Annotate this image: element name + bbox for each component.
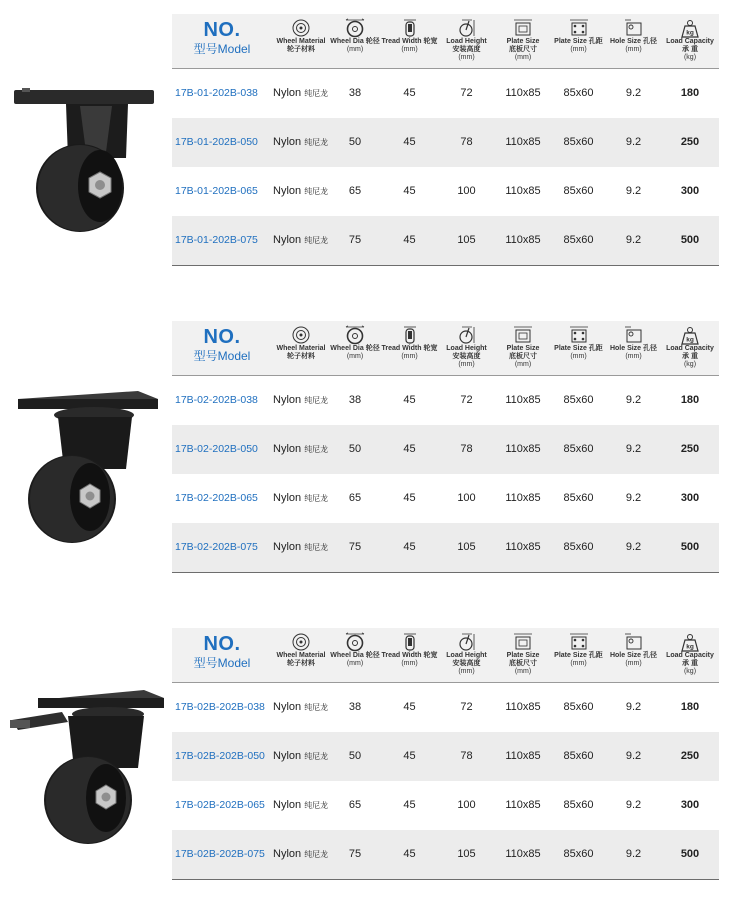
spec-table <box>172 321 719 573</box>
header-plate-size <box>495 321 551 375</box>
header-hole-spacing-label: Plate Size 孔距 <box>554 345 603 352</box>
wheel-dia-icon <box>344 632 366 652</box>
cell-material-en: Nylon <box>273 799 302 811</box>
cell-material-en: Nylon <box>273 492 302 504</box>
header-wheel-material-cn: 轮子材料 <box>287 353 315 360</box>
cell-tread-width: 45 <box>403 541 416 553</box>
cell-tread-width: 45 <box>403 492 416 504</box>
wheel-dia-icon <box>344 18 366 38</box>
cell-tread-width: 45 <box>403 87 416 99</box>
cell-wheel-dia: 75 <box>348 234 362 246</box>
header-model-label: 型号Model <box>193 656 251 670</box>
cell-wheel-dia: 50 <box>348 443 362 455</box>
load-height-icon <box>456 18 478 38</box>
cell-model: 17B-02B-202B-050 <box>175 750 265 762</box>
cell-material-cn: 纯尼龙 <box>304 187 329 196</box>
header-hole-size <box>606 628 661 682</box>
header-wheel-material <box>273 14 329 68</box>
table-header <box>172 628 719 683</box>
header-hole-size-unit: (mm) <box>625 353 642 360</box>
cell-model: 17B-02B-202B-038 <box>175 701 265 713</box>
table-row <box>172 474 719 523</box>
header-load-capacity-label: Load Capacity <box>666 652 714 659</box>
header-tread-width-unit: (mm) <box>401 46 418 53</box>
cell-wheel-dia: 65 <box>348 799 362 811</box>
weight-icon <box>679 18 701 38</box>
cell-material-cn: 纯尼龙 <box>304 494 329 503</box>
header-plate-size-unit: (mm) <box>514 54 532 61</box>
plate-size-icon <box>512 632 534 652</box>
cell-hole-size: 9.2 <box>625 87 642 99</box>
cell-material-cn: 纯尼龙 <box>304 703 329 712</box>
cell-plate-size: 110x85 <box>505 750 541 762</box>
cell-load-height: 100 <box>457 799 476 811</box>
cell-model: 17B-01-202B-075 <box>175 234 258 246</box>
cell-load-height: 100 <box>457 185 476 197</box>
cell-load-capacity: 500 <box>680 234 700 246</box>
cell-material-cn: 纯尼龙 <box>304 752 329 761</box>
cell-wheel-dia: 75 <box>348 848 362 860</box>
cell-hole-spacing: 85x60 <box>563 750 594 762</box>
header-plate-size <box>495 628 551 682</box>
tread-width-icon <box>399 325 421 345</box>
cell-hole-size: 9.2 <box>625 541 642 553</box>
cell-material-cn: 纯尼龙 <box>304 543 329 552</box>
header-load-capacity-unit: (kg) <box>683 361 697 368</box>
cell-hole-size: 9.2 <box>625 443 642 455</box>
cell-model: 17B-02-202B-038 <box>175 394 258 406</box>
cell-material <box>273 216 329 265</box>
cell-load-height: 105 <box>457 848 476 860</box>
cell-material-cn: 纯尼龙 <box>304 236 329 245</box>
cell-hole-size: 9.2 <box>625 185 642 197</box>
cell-tread-width: 45 <box>403 185 416 197</box>
fixed-caster-image <box>8 84 168 264</box>
cell-tread-width: 45 <box>403 443 416 455</box>
header-model <box>172 628 272 682</box>
hole-size-icon <box>623 325 645 345</box>
header-hole-size-unit: (mm) <box>625 660 642 667</box>
cell-material <box>273 118 329 167</box>
cell-tread-width: 45 <box>403 848 416 860</box>
cell-material-cn: 纯尼龙 <box>304 801 329 810</box>
header-load-height <box>438 628 495 682</box>
cell-wheel-dia: 65 <box>348 185 362 197</box>
header-wheel-dia-label: Wheel Dia 轮径 <box>330 345 380 352</box>
cell-load-height: 105 <box>457 234 476 246</box>
header-load-capacity-cn: 承 重 <box>682 46 698 53</box>
header-tread-width <box>381 628 438 682</box>
table-row <box>172 830 719 880</box>
header-model-label: 型号Model <box>193 349 251 363</box>
table-row <box>172 683 719 732</box>
header-hole-size <box>606 14 661 68</box>
table-row <box>172 216 719 266</box>
header-wheel-dia <box>329 321 381 375</box>
cell-hole-spacing: 85x60 <box>563 701 594 713</box>
cell-load-capacity: 500 <box>680 848 700 860</box>
cell-plate-size: 110x85 <box>505 234 541 246</box>
weight-icon-text: kg <box>686 643 694 651</box>
header-plate-size-cn: 底板尺寸 <box>509 660 537 667</box>
cell-material-cn: 纯尼龙 <box>304 850 329 859</box>
cell-load-capacity: 250 <box>680 136 700 148</box>
header-load-capacity <box>661 321 719 375</box>
header-model <box>172 321 272 375</box>
header-wheel-material-cn: 轮子材料 <box>287 46 315 53</box>
header-load-height <box>438 14 495 68</box>
header-hole-spacing-label: Plate Size 孔距 <box>554 652 603 659</box>
cell-hole-size: 9.2 <box>625 492 642 504</box>
header-wheel-dia <box>329 628 381 682</box>
header-tread-width-label: Tread Width 轮宽 <box>381 345 438 352</box>
wheel-material-icon <box>290 325 312 345</box>
cell-hole-size: 9.2 <box>625 848 642 860</box>
cell-material-en: Nylon <box>273 848 302 860</box>
spec-table <box>172 14 719 266</box>
cell-plate-size: 110x85 <box>505 799 541 811</box>
cell-hole-spacing: 85x60 <box>563 492 594 504</box>
cell-load-height: 78 <box>460 136 473 148</box>
cell-material <box>273 683 329 732</box>
header-load-height-unit: (mm) <box>458 361 475 368</box>
swivel-caster-image <box>8 381 168 561</box>
wheel-dia-icon <box>344 325 366 345</box>
cell-load-height: 105 <box>457 541 476 553</box>
table-body <box>172 683 719 880</box>
cell-material <box>273 425 329 474</box>
cell-load-capacity: 180 <box>680 701 700 713</box>
cell-plate-size: 110x85 <box>505 136 541 148</box>
cell-material-en: Nylon <box>273 443 302 455</box>
cell-hole-spacing: 85x60 <box>563 234 594 246</box>
cell-tread-width: 45 <box>403 701 416 713</box>
cell-load-capacity: 180 <box>680 87 700 99</box>
cell-tread-width: 45 <box>403 394 416 406</box>
header-plate-size-unit: (mm) <box>514 668 532 675</box>
table-row <box>172 523 719 573</box>
header-wheel-material-label: Wheel Material <box>276 38 326 45</box>
header-plate-size-label: Plate Size <box>506 652 540 659</box>
cell-material <box>273 69 329 118</box>
cell-load-capacity: 300 <box>680 185 700 197</box>
cell-wheel-dia: 50 <box>348 136 362 148</box>
header-wheel-dia-label: Wheel Dia 轮径 <box>330 652 380 659</box>
cell-model: 17B-02-202B-065 <box>175 492 258 504</box>
cell-material-en: Nylon <box>273 394 302 406</box>
header-no-label: NO. <box>203 19 241 41</box>
header-plate-size-cn: 底板尺寸 <box>509 353 537 360</box>
cell-wheel-dia: 65 <box>348 492 362 504</box>
cell-model: 17B-02B-202B-075 <box>175 848 265 860</box>
cell-load-height: 78 <box>460 750 473 762</box>
table-row <box>172 732 719 781</box>
header-load-height-cn: 安装高度 <box>452 353 481 360</box>
header-load-capacity-unit: (kg) <box>683 668 697 675</box>
header-no-label: NO. <box>203 326 241 348</box>
table-row <box>172 167 719 216</box>
header-wheel-material-label: Wheel Material <box>276 345 326 352</box>
hole-size-icon <box>623 632 645 652</box>
cell-load-height: 100 <box>457 492 476 504</box>
header-load-capacity-cn: 承 重 <box>682 660 698 667</box>
cell-load-capacity: 180 <box>680 394 700 406</box>
header-tread-width-label: Tread Width 轮宽 <box>381 38 438 45</box>
hole-spacing-icon <box>568 18 590 38</box>
cell-model: 17B-01-202B-050 <box>175 136 258 148</box>
cell-hole-size: 9.2 <box>625 701 642 713</box>
header-load-height-label: Load Height <box>446 345 487 352</box>
table-row <box>172 781 719 830</box>
cell-material-cn: 纯尼龙 <box>304 396 329 405</box>
header-hole-size-label: Hole Size 孔径 <box>609 38 658 45</box>
cell-load-capacity: 300 <box>680 799 700 811</box>
header-hole-spacing-label: Plate Size 孔距 <box>554 38 603 45</box>
header-hole-spacing-unit: (mm) <box>570 353 587 360</box>
header-hole-spacing <box>551 321 606 375</box>
cell-material-en: Nylon <box>273 750 302 762</box>
cell-material-en: Nylon <box>273 185 302 197</box>
table-header <box>172 14 719 69</box>
cell-hole-size: 9.2 <box>625 136 642 148</box>
table-row <box>172 376 719 425</box>
cell-load-height: 78 <box>460 443 473 455</box>
tread-width-icon <box>399 18 421 38</box>
header-hole-size-label: Hole Size 孔径 <box>609 345 658 352</box>
header-hole-size-unit: (mm) <box>625 46 642 53</box>
header-no-label: NO. <box>203 633 241 655</box>
cell-hole-size: 9.2 <box>625 750 642 762</box>
cell-wheel-dia: 38 <box>348 394 362 406</box>
header-hole-spacing-unit: (mm) <box>570 660 587 667</box>
cell-hole-spacing: 85x60 <box>563 185 594 197</box>
header-wheel-dia-label: Wheel Dia 轮径 <box>330 38 380 45</box>
header-load-height-unit: (mm) <box>458 668 475 675</box>
cell-hole-spacing: 85x60 <box>563 443 594 455</box>
hole-size-icon <box>623 18 645 38</box>
header-load-capacity <box>661 628 719 682</box>
cell-wheel-dia: 50 <box>348 750 362 762</box>
wheel-material-icon <box>290 632 312 652</box>
cell-model: 17B-02B-202B-065 <box>175 799 265 811</box>
cell-material-en: Nylon <box>273 136 302 148</box>
cell-plate-size: 110x85 <box>505 541 541 553</box>
plate-size-icon <box>512 18 534 38</box>
cell-plate-size: 110x85 <box>505 848 541 860</box>
cell-plate-size: 110x85 <box>505 394 541 406</box>
header-load-capacity-label: Load Capacity <box>666 38 714 45</box>
header-model-label: 型号Model <box>193 42 251 56</box>
cell-hole-spacing: 85x60 <box>563 87 594 99</box>
cell-plate-size: 110x85 <box>505 701 541 713</box>
cell-plate-size: 110x85 <box>505 492 541 504</box>
header-wheel-dia-unit: (mm) <box>346 46 364 53</box>
header-wheel-material-label: Wheel Material <box>276 652 326 659</box>
header-load-height <box>438 321 495 375</box>
header-wheel-material <box>273 628 329 682</box>
cell-material-en: Nylon <box>273 234 302 246</box>
header-load-capacity-label: Load Capacity <box>666 345 714 352</box>
cell-model: 17B-02-202B-050 <box>175 443 258 455</box>
cell-hole-size: 9.2 <box>625 799 642 811</box>
header-model <box>172 14 272 68</box>
cell-material-en: Nylon <box>273 701 302 713</box>
cell-hole-spacing: 85x60 <box>563 136 594 148</box>
cell-material <box>273 474 329 523</box>
header-wheel-material-cn: 轮子材料 <box>287 660 315 667</box>
header-plate-size-label: Plate Size <box>506 345 540 352</box>
brake-caster-image <box>8 682 168 862</box>
cell-load-height: 72 <box>460 701 473 713</box>
header-load-height-label: Load Height <box>446 38 487 45</box>
header-tread-width <box>381 14 438 68</box>
table-row <box>172 69 719 118</box>
header-load-capacity <box>661 14 719 68</box>
table-header <box>172 321 719 376</box>
header-wheel-material <box>273 321 329 375</box>
cell-material <box>273 732 329 781</box>
table-body <box>172 69 719 266</box>
cell-material <box>273 523 329 572</box>
cell-hole-spacing: 85x60 <box>563 394 594 406</box>
header-plate-size <box>495 14 551 68</box>
header-tread-width-unit: (mm) <box>401 660 418 667</box>
header-wheel-dia-unit: (mm) <box>346 353 364 360</box>
cell-wheel-dia: 75 <box>348 541 362 553</box>
cell-hole-spacing: 85x60 <box>563 799 594 811</box>
header-wheel-dia <box>329 14 381 68</box>
load-height-icon <box>456 325 478 345</box>
weight-icon-text: kg <box>686 336 694 344</box>
cell-plate-size: 110x85 <box>505 443 541 455</box>
table-row <box>172 425 719 474</box>
header-load-height-unit: (mm) <box>458 54 475 61</box>
hole-spacing-icon <box>568 632 590 652</box>
weight-icon-text: kg <box>686 29 694 37</box>
cell-material <box>273 167 329 216</box>
hole-spacing-icon <box>568 325 590 345</box>
header-load-height-cn: 安装高度 <box>452 660 481 667</box>
cell-material <box>273 830 329 879</box>
wheel-material-icon <box>290 18 312 38</box>
cell-material-cn: 纯尼龙 <box>304 89 329 98</box>
table-body <box>172 376 719 573</box>
cell-model: 17B-02-202B-075 <box>175 541 258 553</box>
cell-model: 17B-01-202B-038 <box>175 87 258 99</box>
load-height-icon <box>456 632 478 652</box>
header-plate-size-label: Plate Size <box>506 38 540 45</box>
header-wheel-dia-unit: (mm) <box>346 660 364 667</box>
cell-load-capacity: 500 <box>680 541 700 553</box>
cell-hole-spacing: 85x60 <box>563 541 594 553</box>
header-tread-width-label: Tread Width 轮宽 <box>381 652 438 659</box>
cell-load-height: 72 <box>460 87 473 99</box>
cell-load-capacity: 300 <box>680 492 700 504</box>
cell-model: 17B-01-202B-065 <box>175 185 258 197</box>
header-load-height-label: Load Height <box>446 652 487 659</box>
header-hole-spacing <box>551 14 606 68</box>
cell-plate-size: 110x85 <box>505 87 541 99</box>
cell-material-en: Nylon <box>273 87 302 99</box>
header-hole-size-label: Hole Size 孔径 <box>609 652 658 659</box>
weight-icon <box>679 632 701 652</box>
cell-plate-size: 110x85 <box>505 185 541 197</box>
spec-table <box>172 628 719 880</box>
cell-material-cn: 纯尼龙 <box>304 445 329 454</box>
header-hole-spacing <box>551 628 606 682</box>
header-hole-size <box>606 321 661 375</box>
cell-load-height: 72 <box>460 394 473 406</box>
header-tread-width-unit: (mm) <box>401 353 418 360</box>
header-load-capacity-cn: 承 重 <box>682 353 698 360</box>
cell-load-capacity: 250 <box>680 750 700 762</box>
header-load-capacity-unit: (kg) <box>683 54 697 61</box>
cell-material <box>273 781 329 830</box>
header-hole-spacing-unit: (mm) <box>570 46 587 53</box>
cell-hole-size: 9.2 <box>625 394 642 406</box>
header-tread-width <box>381 321 438 375</box>
plate-size-icon <box>512 325 534 345</box>
header-plate-size-cn: 底板尺寸 <box>509 46 537 53</box>
cell-tread-width: 45 <box>403 234 416 246</box>
cell-load-capacity: 250 <box>680 443 700 455</box>
cell-material-cn: 纯尼龙 <box>304 138 329 147</box>
cell-hole-spacing: 85x60 <box>563 848 594 860</box>
weight-icon <box>679 325 701 345</box>
cell-tread-width: 45 <box>403 136 416 148</box>
cell-tread-width: 45 <box>403 799 416 811</box>
cell-material-en: Nylon <box>273 541 302 553</box>
header-plate-size-unit: (mm) <box>514 361 532 368</box>
cell-material <box>273 376 329 425</box>
header-load-height-cn: 安装高度 <box>452 46 481 53</box>
cell-wheel-dia: 38 <box>348 701 362 713</box>
cell-hole-size: 9.2 <box>625 234 642 246</box>
table-row <box>172 118 719 167</box>
tread-width-icon <box>399 632 421 652</box>
cell-wheel-dia: 38 <box>348 87 362 99</box>
cell-tread-width: 45 <box>403 750 416 762</box>
